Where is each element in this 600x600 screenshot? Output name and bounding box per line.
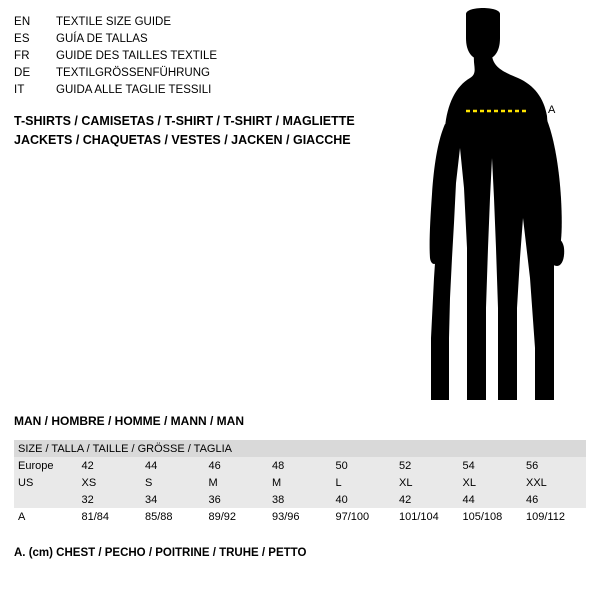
- row-cell: XL: [459, 474, 523, 491]
- table-group-heading: MAN / HOMBRE / HOMME / MANN / MAN: [14, 414, 244, 428]
- row-cell: 101/104: [395, 508, 459, 525]
- row-cell: 56: [522, 457, 586, 474]
- row-cell: 52: [395, 457, 459, 474]
- row-cell: 48: [268, 457, 332, 474]
- row-cell: 38: [268, 491, 332, 508]
- table-header-row: [14, 440, 586, 457]
- size-table: [14, 440, 586, 525]
- row-cell: 105/108: [459, 508, 523, 525]
- row-cell: 54: [459, 457, 523, 474]
- table-row: [14, 474, 586, 491]
- row-cell: 42: [395, 491, 459, 508]
- language-text: GUÍA DE TALLAS: [56, 33, 148, 45]
- row-cell: XXL: [522, 474, 586, 491]
- footer-note: A. (cm) CHEST / PECHO / POITRINE / TRUHE / PETTO: [14, 547, 307, 559]
- row-cell: 97/100: [332, 508, 396, 525]
- language-code: EN: [14, 16, 31, 28]
- row-cell: 50: [332, 457, 396, 474]
- language-code: ES: [14, 33, 30, 45]
- row-cell: S: [141, 474, 205, 491]
- category-titles: [14, 112, 444, 150]
- row-cell: 89/92: [205, 508, 269, 525]
- language-text: GUIDA ALLE TAGLIE TESSILI: [56, 84, 212, 96]
- language-text: GUIDE DES TAILLES TEXTILE: [56, 50, 218, 62]
- row-cell: 34: [141, 491, 205, 508]
- table-row: [14, 491, 586, 508]
- row-cell: 85/88: [141, 508, 205, 525]
- row-cell: 44: [459, 491, 523, 508]
- language-row: [14, 48, 434, 65]
- language-code: IT: [14, 84, 25, 96]
- table-header-label: SIZE / TALLA / TAILLE / GRÖSSE / TAGLIA: [14, 440, 586, 457]
- row-label: US: [14, 474, 78, 491]
- table-row: [14, 508, 586, 525]
- row-label: [14, 491, 78, 508]
- row-cell: 44: [141, 457, 205, 474]
- language-list: [14, 14, 434, 99]
- male-silhouette-figure: [404, 8, 600, 408]
- row-cell: 42: [78, 457, 142, 474]
- row-cell: 40: [332, 491, 396, 508]
- row-cell: 81/84: [78, 508, 142, 525]
- row-cell: XS: [78, 474, 142, 491]
- measure-label-a: A: [548, 104, 556, 116]
- category-line-tshirts: T-SHIRTS / CAMISETAS / T-SHIRT / T-SHIRT / MAGLIETTE: [14, 114, 355, 128]
- row-cell: 36: [205, 491, 269, 508]
- row-label: Europe: [14, 457, 78, 474]
- row-cell: 46: [205, 457, 269, 474]
- row-cell: 46: [522, 491, 586, 508]
- row-label: A: [14, 508, 78, 525]
- language-row: [14, 31, 434, 48]
- table-row: [14, 457, 586, 474]
- category-line-jackets: JACKETS / CHAQUETAS / VESTES / JACKEN / GIACCHE: [14, 133, 351, 147]
- row-cell: M: [268, 474, 332, 491]
- row-cell: 93/96: [268, 508, 332, 525]
- row-cell: M: [205, 474, 269, 491]
- row-cell: 109/112: [522, 508, 586, 525]
- row-cell: 32: [78, 491, 142, 508]
- language-row: [14, 82, 434, 99]
- language-code: FR: [14, 50, 30, 62]
- row-cell: XL: [395, 474, 459, 491]
- language-text: TEXTILGRÖSSENFÜHRUNG: [56, 67, 210, 79]
- language-row: [14, 14, 434, 31]
- row-cell: L: [332, 474, 396, 491]
- language-row: [14, 65, 434, 82]
- measure-leader-line: [528, 111, 544, 112]
- language-code: DE: [14, 67, 31, 79]
- language-text: TEXTILE SIZE GUIDE: [56, 16, 172, 28]
